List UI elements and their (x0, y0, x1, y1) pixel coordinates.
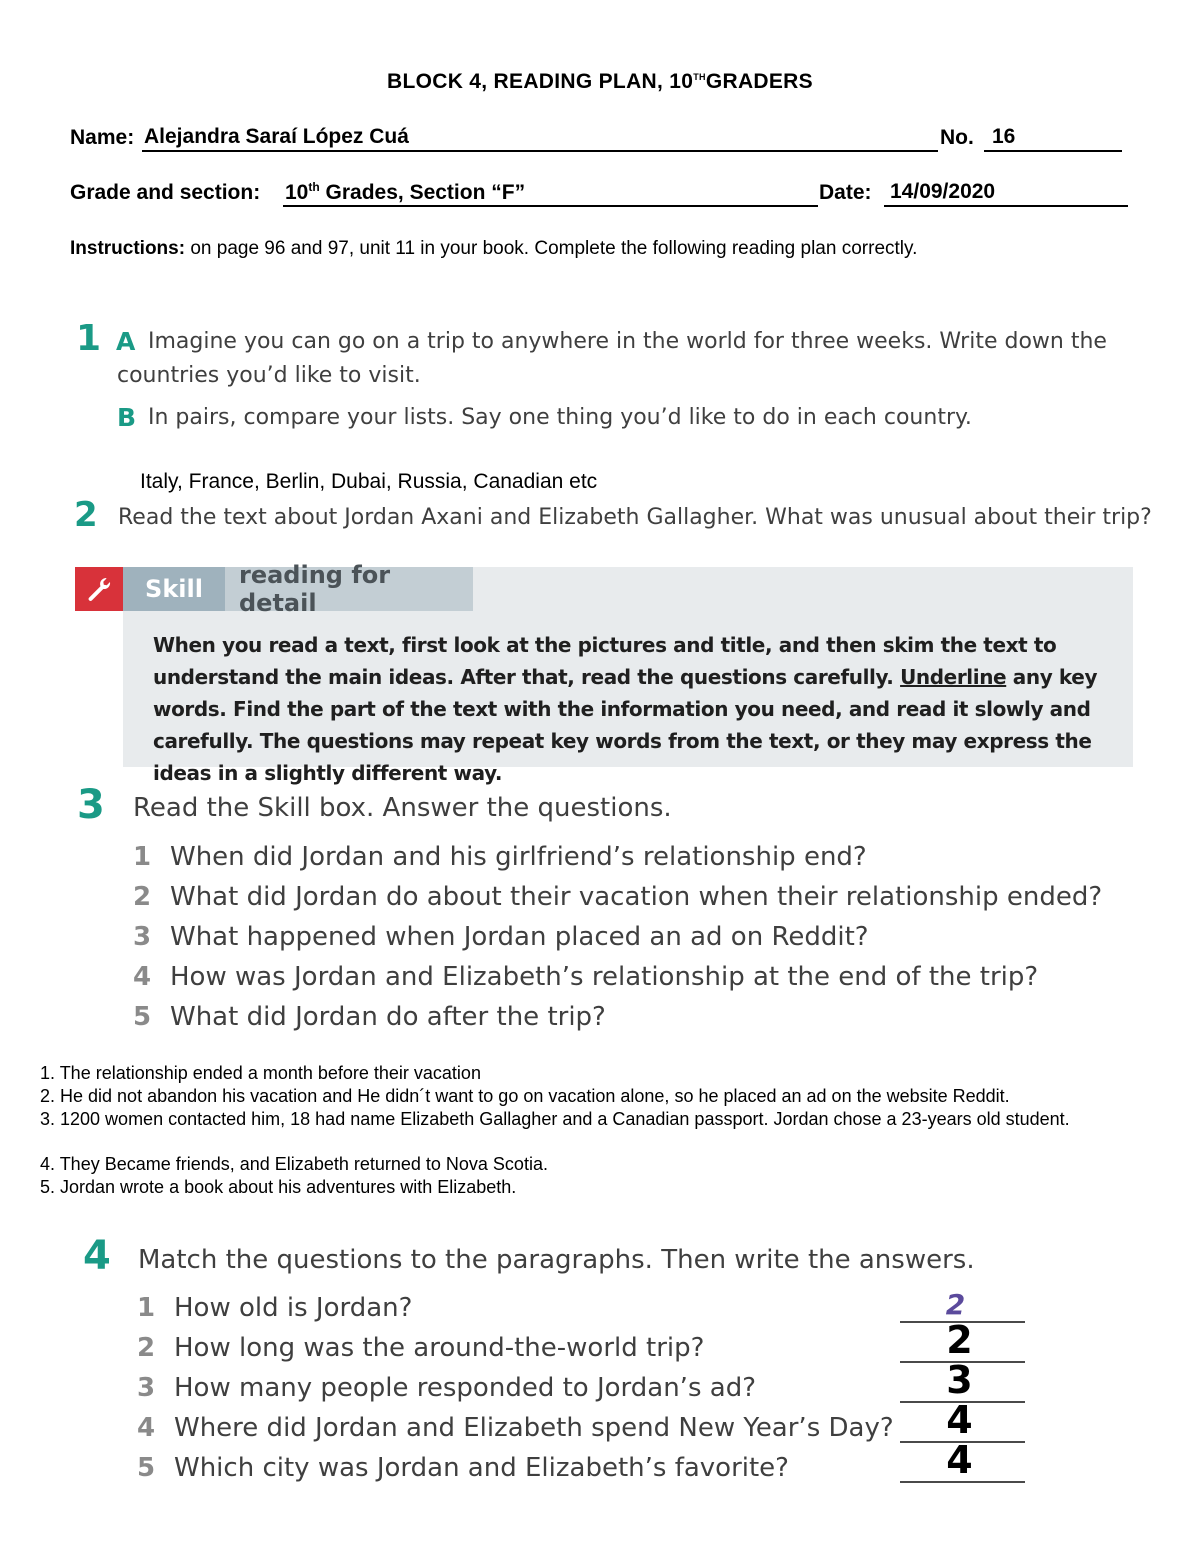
page-title: BLOCK 4, READING PLAN, 10THGRADERS (387, 70, 813, 93)
answer-value-2: 2 (946, 1318, 973, 1362)
skill-title: reading for detail (225, 567, 473, 611)
exercise-3-answer-5: 5. Jordan wrote a book about his adventures with Elizabeth. (40, 1177, 517, 1197)
exercise-2-text: Read the text about Jordan Axani and Elizabeth Gallagher. What was unusual about their trip? (118, 505, 1152, 530)
exercise-1a-text-line2: countries you’d like to visit. (117, 363, 421, 388)
answer-value-5: 4 (946, 1438, 973, 1482)
exercise-3-title: Read the Skill box. Answer the questions. (133, 793, 672, 823)
date-value: 14/09/2020 (890, 180, 996, 203)
exercise-1b-letter: B (117, 403, 137, 432)
skill-body: When you read a text, first look at the pictures and title, and then skim the text to understand the main ideas. After that, read the questions carefully. Underline any key words. Find the part of the text with the information you need, and read it slowly and carefully. The questions may repeat key words from the text, or they may express the ideas in a slightly different way. (153, 633, 1098, 785)
name-value: Alejandra Saraí López Cuá (144, 125, 409, 148)
exercise-3-answer-4: 4. They Became friends, and Elizabeth returned to Nova Scotia. (40, 1154, 548, 1174)
date-label: Date: (819, 181, 872, 204)
exercise-2-number: 2 (74, 495, 98, 535)
exercise-1a-text-line1: Imagine you can go on a trip to anywhere in the world for three weeks. Write down the (148, 329, 1107, 354)
wrench-icon (75, 567, 123, 611)
name-field[interactable] (142, 124, 938, 152)
grade-label: Grade and section: (70, 181, 261, 204)
grade-value: 10th Grades, Section “F” (285, 180, 526, 204)
skill-label: Skill (123, 567, 225, 611)
exercise-3-answer-2: 2. He did not abandon his vacation and He didn´t want to go on vacation alone, so he placed an ad on the website Reddit. (40, 1086, 1010, 1106)
answer-value-1: 2 (945, 1288, 966, 1321)
no-field[interactable] (984, 124, 1122, 152)
exercise-4-number: 4 (83, 1233, 111, 1279)
exercise-3-number: 3 (77, 782, 105, 828)
skill-box (75, 561, 1133, 785)
exercise-1-number: 1 (76, 318, 102, 359)
grade-field[interactable] (283, 179, 818, 207)
no-value: 16 (992, 125, 1016, 148)
exercise-4-title: Match the questions to the paragraphs. Then write the answers. (138, 1245, 975, 1275)
instructions: Instructions: on page 96 and 97, unit 11 in your book. Complete the following reading plan correctly. (70, 238, 918, 259)
no-label: No. (940, 126, 974, 149)
date-field[interactable] (884, 179, 1128, 207)
exercise-3-answer-3: 3. 1200 women contacted him, 18 had name Elizabeth Gallagher and a Canadian passport. Jordan chose a 23-years old student. (40, 1109, 1070, 1129)
name-label: Name: (70, 126, 135, 149)
answer-value-3: 3 (946, 1358, 973, 1402)
exercise-3-answer-1: 1. The relationship ended a month before their vacation (40, 1063, 481, 1083)
exercise-1a-letter: A (116, 327, 136, 356)
exercise-1-answer: Italy, France, Berlin, Dubai, Russia, Canadian etc (140, 470, 598, 493)
exercise-1b-text: In pairs, compare your lists. Say one thing you’d like to do in each country. (148, 405, 972, 430)
answer-value-4: 4 (946, 1398, 973, 1442)
skill-header (75, 561, 473, 617)
